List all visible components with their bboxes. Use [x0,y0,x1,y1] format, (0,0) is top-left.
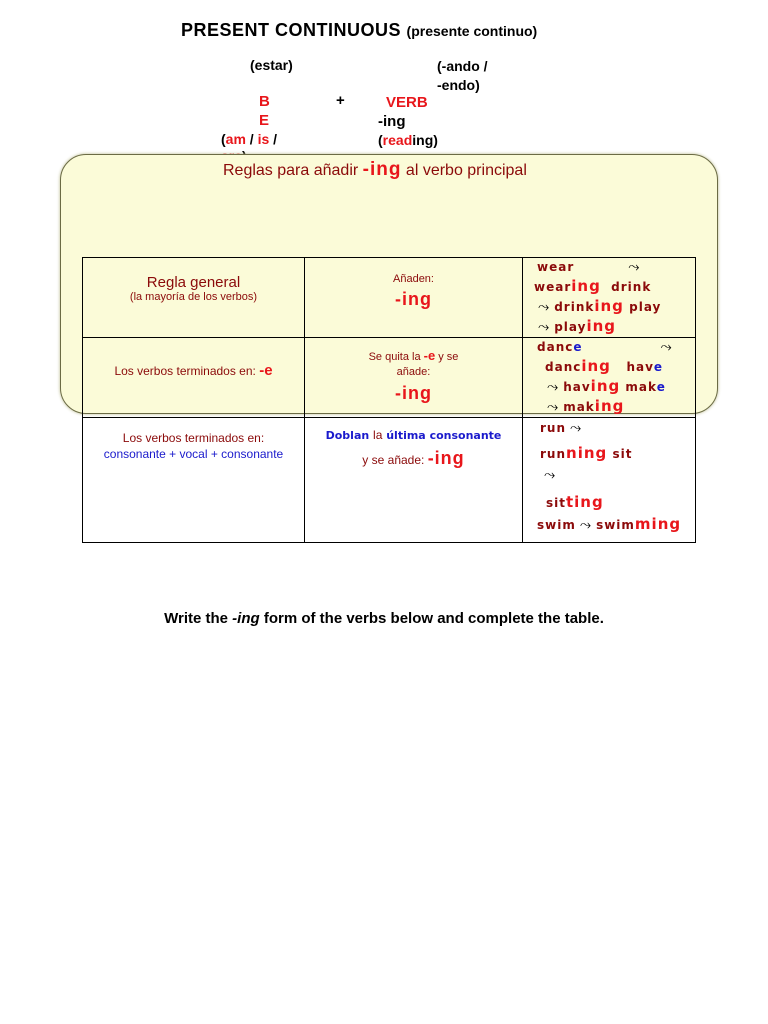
am-label: am [225,131,246,147]
examples-cell: run ⤳ running sit ⤳ sitting swim ⤳ swimming [523,418,696,543]
arrow-icon: ⤳ [570,420,583,436]
arrow-icon: ⤳ [628,259,641,275]
formula-be-b: B [259,93,270,110]
formula-be [259,92,270,130]
action-cell [305,418,523,543]
action-text: Añaden: [393,273,434,285]
reading-ending: ing [412,132,434,148]
formula-am-is-are: (am / is / [221,131,291,165]
rule-title: Los verbos terminados en: [122,431,265,445]
title-subtitle: (presente continuo) [406,23,538,39]
rule-cell [83,258,305,338]
page-title [181,20,537,41]
arrow-icon: ⤳ [544,467,557,483]
formula-plus: + [336,92,345,109]
examples-cell: wear ⤳ wearing drink ⤳ drinking play ⤳ playing [523,258,696,338]
title-main: PRESENT CONTINUOUS [181,20,402,40]
reading-stem: read [382,132,413,148]
formula-reading: (reading) [378,132,438,148]
panel-heading: Reglas para añadir -ing al verbo principal [223,159,527,180]
action-ing: -ing [395,383,432,403]
table-row [83,258,696,338]
formula-estar: (estar) [250,57,293,73]
action-cell: Se quita la -e y se añade: -ing [305,338,523,418]
formula-verb: VERB [386,94,428,111]
rule-note: consonante + vocal + consonante [103,447,284,461]
rules-table [82,257,696,543]
arrow-icon: ⤳ [579,517,593,533]
arrow-icon: ⤳ [547,379,560,395]
formula-ando-endo [437,57,488,95]
rule-title: Los verbos terminados en: -e [114,362,273,379]
rule-title: Regla general [146,274,241,291]
examples-cell: dance ⤳ dancing have ⤳ having make ⤳ making [523,338,696,418]
rule-note: (la mayoría de los verbos) [129,291,258,303]
formula-be-e: E [259,112,270,129]
formula-ando: (-ando / [437,58,488,74]
arrow-icon: ⤳ [538,299,551,315]
rule-cell [83,338,305,418]
instruction-text: Write the -ing form of the verbs below and complete the table. [164,610,604,627]
action-ing: -ing [395,289,432,309]
arrow-icon: ⤳ [538,319,551,335]
example-word: wear [537,260,575,274]
panel-heading-ing: -ing [362,159,402,180]
is-label: is [257,131,270,147]
action-cell [305,258,523,338]
table-row [83,338,696,418]
action-suffix: -e [423,348,436,363]
arrow-icon: ⤳ [547,399,560,415]
action-text-2: y se añade: -ing [362,448,465,468]
action-text: Doblan la última consonante [325,428,502,442]
rule-cell [83,418,305,543]
rule-suffix: -e [259,362,273,379]
action-ing: -ing [427,448,465,468]
instruction-ing: -ing [232,610,260,627]
formula-ing: -ing [378,113,406,130]
arrow-icon: ⤳ [660,339,673,355]
table-row [83,418,696,543]
formula-endo: -endo) [437,77,480,93]
